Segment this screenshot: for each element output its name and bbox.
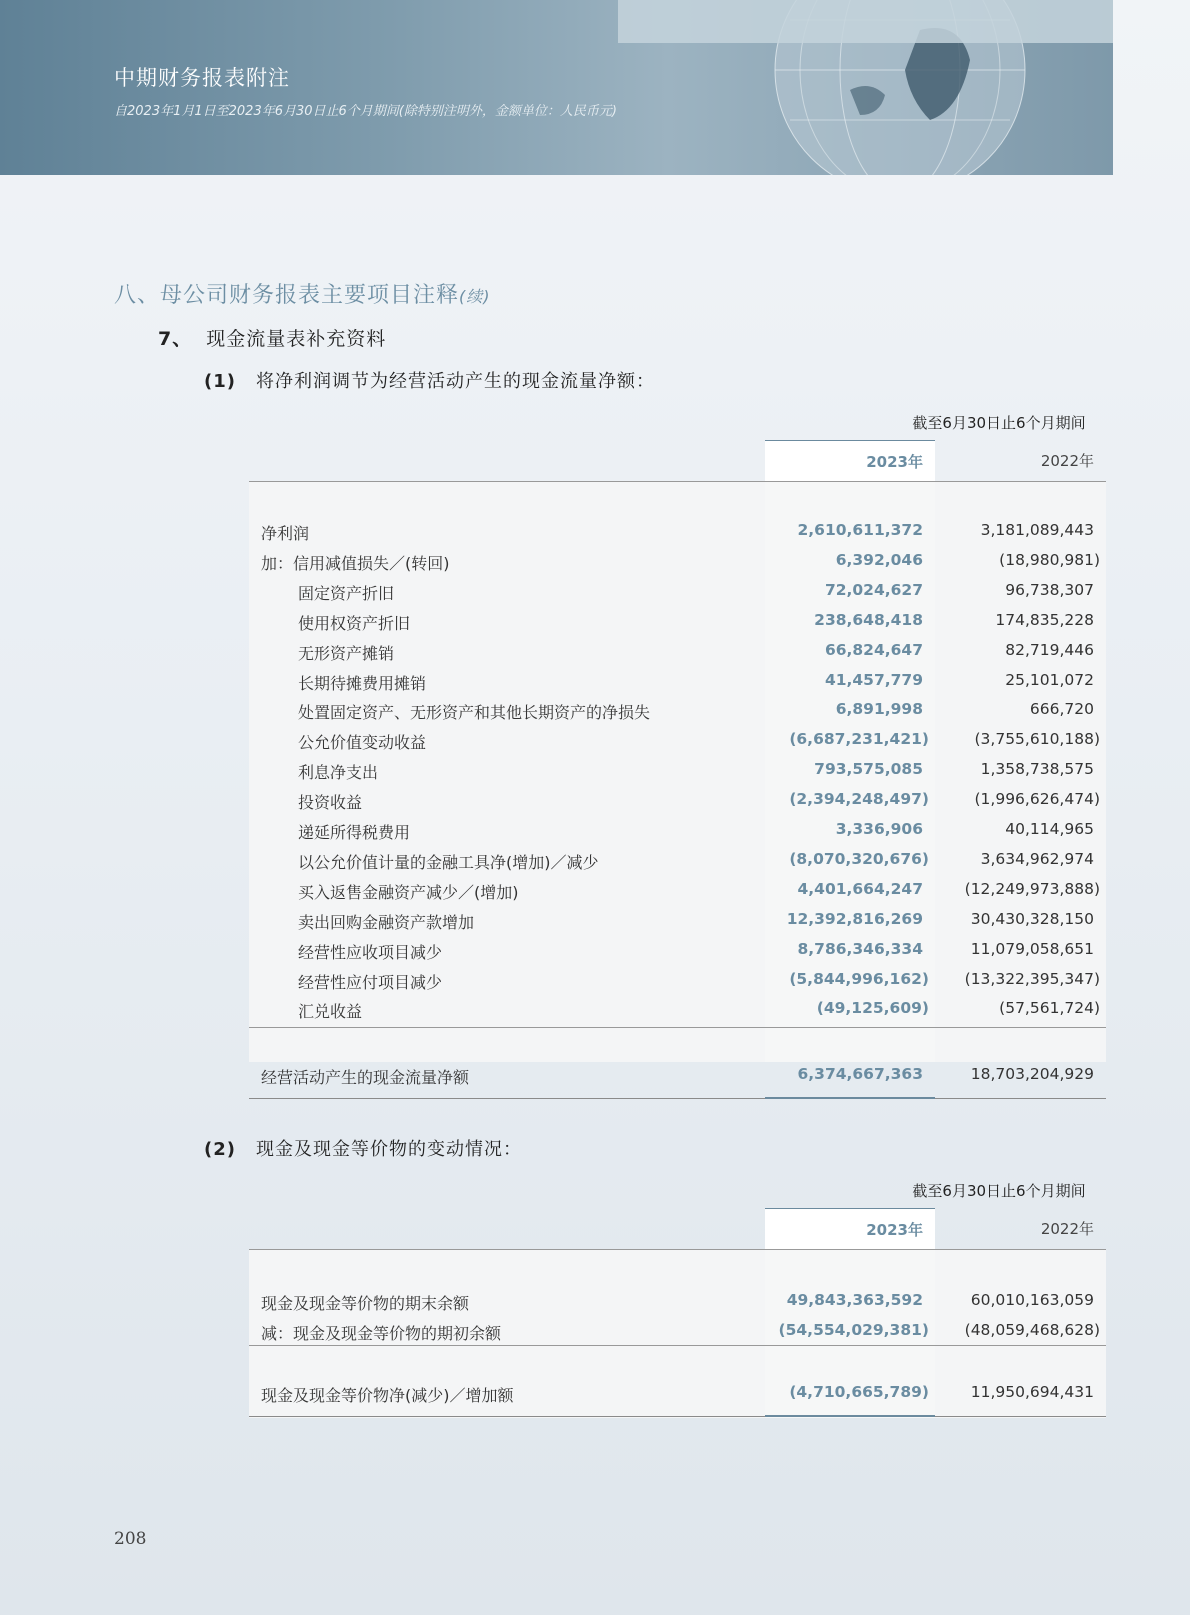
row-label: 处置固定资产、无形资产和其他长期资产的净损失 — [298, 703, 651, 723]
value-2022 — [935, 1321, 1106, 1339]
value-2023-text: 4,401,664,247 — [797, 879, 923, 898]
value-2022 — [935, 641, 1106, 659]
value-2023 — [765, 730, 935, 748]
value-2022 — [935, 551, 1106, 569]
value-2023 — [765, 521, 935, 539]
column-header-2023 — [765, 440, 935, 482]
value-2022 — [935, 850, 1106, 868]
value-2023-text: 3,336,906 — [835, 820, 923, 838]
value-2022 — [935, 1065, 1106, 1083]
value-2022-text: 18,703,204,929 — [970, 1065, 1094, 1083]
table-row — [249, 516, 1106, 546]
value-2022-text: 11,079,058,651 — [970, 939, 1094, 958]
value-2022-text: 60,010,163,059 — [970, 1291, 1094, 1309]
value-2023 — [765, 671, 935, 689]
table-bottom-rule-2023 — [765, 1097, 935, 1099]
value-2022-text: (12,249,973,888) — [964, 879, 1100, 898]
value-2023-text: 12,392,816,269 — [786, 909, 923, 928]
value-2023 — [765, 850, 935, 868]
section-continued: (续) — [459, 287, 491, 306]
value-2022-text: (13,322,395,347) — [964, 969, 1100, 988]
value-2022-text: 3,634,962,974 — [980, 849, 1094, 868]
value-2022-text: 96,738,307 — [1005, 580, 1094, 599]
table-row — [249, 606, 1106, 636]
value-2022-text: (57,561,724) — [999, 999, 1100, 1018]
row-label: 长期待摊费用摊销 — [298, 673, 427, 693]
value-2023-text: 793,575,085 — [814, 760, 923, 779]
column-header-2022 — [935, 1218, 1106, 1239]
table1-number: (1) — [204, 371, 236, 392]
value-2022 — [935, 730, 1106, 748]
row-label: 加：信用减值损失／(转回) — [261, 553, 450, 573]
value-2023-text: 2,610,611,372 — [797, 521, 923, 539]
row-label: 无形资产摊销 — [298, 643, 395, 663]
row-label: 投资收益 — [298, 793, 363, 813]
table-row — [249, 815, 1106, 845]
table-row — [249, 875, 1106, 905]
section-title-text: 八、母公司财务报表主要项目注释 — [114, 283, 460, 308]
value-2022 — [935, 581, 1106, 599]
value-2023-text: (49,125,609) — [816, 999, 929, 1018]
value-2022-text: 25,101,072 — [1005, 670, 1094, 689]
row-label: 现金及现金等价物的期末余额 — [261, 1294, 470, 1313]
page-number: 208 — [114, 1529, 147, 1549]
value-2023-text: 6,891,998 — [835, 700, 923, 719]
value-2022 — [935, 700, 1106, 718]
value-2022 — [935, 970, 1106, 988]
table-cash-equivalents-change — [249, 1180, 1106, 1420]
row-label: 买入返售金融资产减少／(增加) — [298, 882, 519, 902]
value-2022-text: 30,430,328,150 — [970, 909, 1094, 928]
table-bottom-rule-2023 — [765, 1415, 935, 1417]
value-2023 — [765, 940, 935, 958]
value-2023 — [765, 910, 935, 928]
value-2022-text: (18,980,981) — [999, 550, 1100, 569]
row-label: 卖出回购金融资产款增加 — [298, 912, 475, 932]
table-row — [249, 845, 1106, 875]
table-row — [249, 636, 1106, 666]
value-2023-text: (4,710,665,789) — [789, 1383, 929, 1401]
table2-title: 现金及现金等价物的变动情况： — [255, 1139, 522, 1160]
subsection-heading — [158, 324, 386, 351]
value-2023 — [765, 611, 935, 629]
value-2023 — [765, 1321, 935, 1339]
value-2022 — [935, 521, 1106, 539]
total-row — [249, 1378, 1106, 1408]
row-label: 公允价值变动收益 — [298, 733, 427, 753]
table-bottom-rule — [249, 1416, 1106, 1417]
table-row — [249, 755, 1106, 785]
value-2022-text: 666,720 — [1029, 700, 1094, 719]
value-2022 — [935, 820, 1106, 838]
banner-strip — [618, 0, 1113, 43]
value-2023-text: (6,687,231,421) — [789, 730, 929, 749]
subsection-title: 现金流量表补充资料 — [206, 328, 387, 350]
value-2023-text: (2,394,248,497) — [789, 790, 929, 809]
table-row — [249, 785, 1106, 815]
period-label: 截至6月30日止6个月期间 — [912, 1182, 1086, 1200]
table-net-profit-reconciliation — [249, 412, 1106, 1102]
value-2023-text: 6,392,046 — [835, 550, 923, 569]
row-label: 递延所得税费用 — [298, 823, 411, 842]
row-label: 经营性应收项目减少 — [298, 942, 443, 962]
value-2023-text: 6,374,667,363 — [797, 1065, 923, 1083]
value-2022 — [935, 910, 1106, 928]
value-2022 — [935, 1383, 1106, 1401]
row-label: 减：现金及现金等价物的期初余额 — [261, 1323, 502, 1343]
table-row — [249, 994, 1106, 1024]
value-2023 — [765, 1065, 935, 1083]
value-2022-text: 40,114,965 — [1005, 820, 1094, 838]
row-label: 以公允价值计量的金融工具净(增加)／减少 — [298, 852, 599, 872]
value-2023 — [765, 1383, 935, 1401]
period-label: 截至6月30日止6个月期间 — [912, 414, 1086, 432]
value-2023-text: (5,844,996,162) — [789, 969, 929, 988]
column-header-2022 — [935, 450, 1106, 471]
table1-title: 将净利润调节为经营活动产生的现金流量净额： — [255, 371, 655, 392]
table-row — [249, 1286, 1106, 1316]
table-bottom-rule — [249, 1098, 1106, 1099]
row-label: 利息净支出 — [298, 763, 379, 783]
table-row — [249, 576, 1106, 606]
value-2023-text: 238,648,418 — [814, 610, 923, 629]
table-row — [249, 546, 1106, 576]
row-label: 使用权资产折旧 — [298, 613, 411, 633]
row-label: 汇兑收益 — [298, 1002, 363, 1022]
value-2022 — [935, 999, 1106, 1017]
value-2022 — [935, 1291, 1106, 1309]
value-2023 — [765, 999, 935, 1017]
value-2022-text: (48,059,468,628) — [964, 1320, 1100, 1339]
value-2022 — [935, 880, 1106, 898]
value-2022-text: 174,835,228 — [995, 610, 1094, 629]
value-2022-text: 11,950,694,431 — [970, 1383, 1094, 1401]
total-rule — [249, 1345, 1106, 1346]
value-2023-text: 72,024,627 — [824, 580, 923, 599]
column-header-2023-label: 2023年 — [866, 453, 923, 471]
value-2022-text: (1,996,626,474) — [974, 790, 1100, 809]
row-label: 经营活动产生的现金流量净额 — [261, 1068, 470, 1087]
value-2023 — [765, 1291, 935, 1309]
value-2023 — [765, 820, 935, 838]
table-row — [249, 725, 1106, 755]
report-subtitle: 自2023年1月1日至2023年6月30日止6个月期间(除特别注明外，金额单位：人民币元) — [114, 104, 617, 119]
value-2022 — [935, 611, 1106, 629]
value-2022-text: (3,755,610,188) — [974, 730, 1100, 749]
table-row — [249, 695, 1106, 725]
value-2023 — [765, 641, 935, 659]
value-2023 — [765, 700, 935, 718]
total-rule — [249, 1027, 1106, 1028]
report-title: 中期财务报表附注 — [114, 66, 290, 90]
value-2022 — [935, 760, 1106, 778]
table-row — [249, 666, 1106, 696]
table-row — [249, 1316, 1106, 1346]
value-2022 — [935, 790, 1106, 808]
value-2022-text: 3,181,089,443 — [980, 521, 1094, 539]
value-2023 — [765, 581, 935, 599]
value-2022-text: 1,358,738,575 — [980, 760, 1094, 779]
value-2023-text: 66,824,647 — [824, 640, 923, 659]
value-2022 — [935, 940, 1106, 958]
column-header-2023 — [765, 1208, 935, 1250]
value-2023-text: (54,554,029,381) — [778, 1320, 929, 1339]
row-label: 经营性应付项目减少 — [298, 972, 443, 992]
value-2023 — [765, 790, 935, 808]
value-2023 — [765, 551, 935, 569]
value-2023 — [765, 970, 935, 988]
value-2023-text: 41,457,779 — [824, 670, 923, 689]
value-2023 — [765, 880, 935, 898]
table1-heading — [204, 367, 655, 393]
column-header-2022-label: 2022年 — [1040, 1220, 1094, 1238]
column-header-2023-label: 2023年 — [866, 1221, 923, 1239]
value-2023 — [765, 760, 935, 778]
total-row — [249, 1060, 1106, 1090]
value-2023-text: 49,843,363,592 — [786, 1291, 923, 1309]
value-2023-text: 8,786,346,334 — [797, 939, 923, 958]
table-row — [249, 905, 1106, 935]
table-row — [249, 935, 1106, 965]
section-title — [114, 278, 491, 309]
row-label: 净利润 — [261, 524, 310, 543]
table-row — [249, 965, 1106, 995]
row-label: 现金及现金等价物净(减少)／增加额 — [261, 1386, 514, 1405]
row-label: 固定资产折旧 — [298, 583, 395, 603]
column-header-2022-label: 2022年 — [1040, 452, 1094, 470]
value-2022-text: 82,719,446 — [1005, 640, 1094, 659]
table2-heading — [204, 1135, 522, 1161]
header-banner — [0, 0, 1113, 175]
value-2023-text: (8,070,320,676) — [789, 849, 929, 868]
table2-number: (2) — [204, 1139, 236, 1160]
value-2022 — [935, 671, 1106, 689]
subsection-number: 7、 — [158, 328, 193, 350]
